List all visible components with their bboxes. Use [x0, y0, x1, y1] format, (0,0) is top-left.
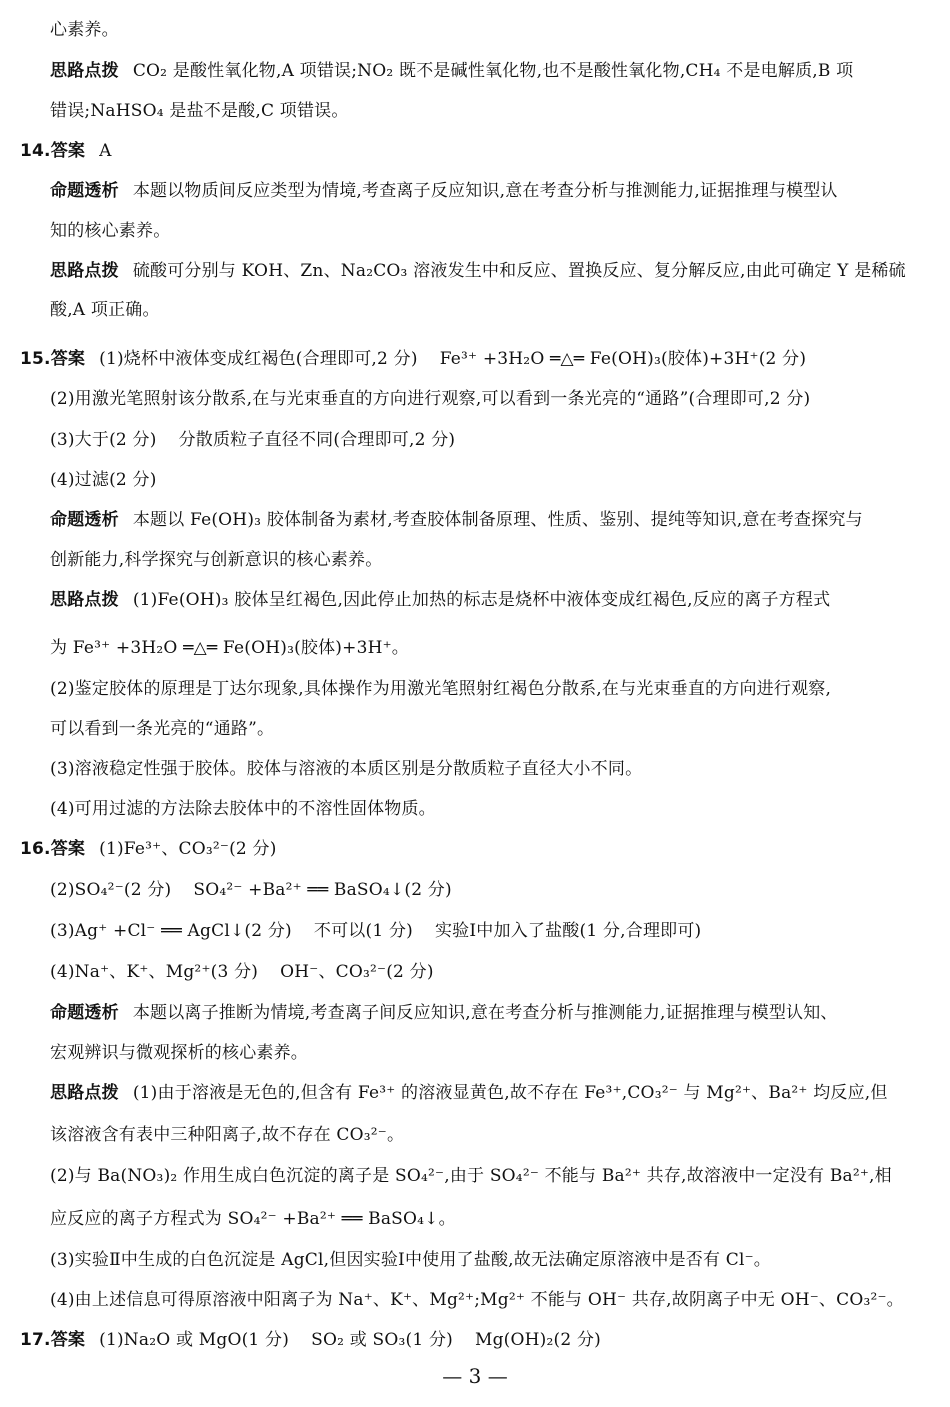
text-line: 错误;NaHSO₄ 是盐不是酸,C 项错误。 [50, 101, 349, 121]
text-line: 创新能力,科学探究与创新意识的核心素养。 [50, 550, 383, 570]
text-line: 宏观辨识与微观探析的核心素养。 [50, 1043, 308, 1063]
text-line: 思路点拨 硫酸可分别与 KOH、Zn、Na₂CO₃ 溶液发生中和反应、置换反应、复分解反应,由此可确定 Y 是稀硫 [50, 261, 906, 281]
text-line: (2)鉴定胶体的原理是丁达尔现象,具体操作为用激光笔照射红褐色分散系,在与光束垂直的方向进行观察, [50, 679, 832, 699]
text-line: 15.答案 (1)烧杯中液体变成红褐色(合理即可,2 分) Fe³⁺ +3H₂O ═△═ Fe(OH)₃(胶体)+3H⁺(2 分) [20, 349, 807, 369]
text-line: (2)SO₄²⁻(2 分) SO₄²⁻ +Ba²⁺ ══ BaSO₄↓(2 分) [50, 880, 452, 900]
text-line: (2)与 Ba(NO₃)₂ 作用生成白色沉淀的离子是 SO₄²⁻,由于 SO₄²⁻ 不能与 Ba²⁺ 共存,故溶液中一定没有 Ba²⁺,相 [50, 1166, 892, 1186]
label-silu: 思路点拨 [50, 261, 119, 281]
text-line: 思路点拨 CO₂ 是酸性氧化物,A 项错误;NO₂ 既不是碱性氧化物,也不是酸性氧化物,CH₄ 不是电解质,B 项 [50, 61, 854, 81]
question-number: 16. [20, 839, 51, 859]
question-number: 15. [20, 349, 51, 369]
text-line: 应反应的离子方程式为 SO₄²⁻ +Ba²⁺ ══ BaSO₄↓。 [50, 1209, 456, 1229]
label-daan: 答案 [50, 349, 86, 369]
text-line: 该溶液含有表中三种阳离子,故不存在 CO₃²⁻。 [50, 1125, 405, 1145]
text-line: (4)过滤(2 分) [50, 470, 157, 490]
text-line: (4)Na⁺、K⁺、Mg²⁺(3 分) OH⁻、CO₃²⁻(2 分) [50, 962, 434, 982]
text-line: 知的核心素养。 [50, 221, 171, 241]
text-line: 思路点拨 (1)由于溶液是无色的,但含有 Fe³⁺ 的溶液显黄色,故不存在 Fe³⁺,CO₃²⁻ 与 Mg²⁺、Ba²⁺ 均反应,但 [50, 1083, 888, 1103]
text-line: (3)Ag⁺ +Cl⁻ ══ AgCl↓(2 分) 不可以(1 分) 实验Ⅰ中加入了盐酸(1 分,合理即可) [50, 921, 702, 941]
label-silu: 思路点拨 [50, 61, 119, 81]
question-number: 17. [20, 1330, 51, 1350]
label-daan: 答案 [50, 141, 86, 161]
text-line: 可以看到一条光亮的“通路”。 [50, 719, 275, 739]
label-mingti: 命题透析 [50, 1003, 119, 1023]
label-silu: 思路点拨 [50, 590, 119, 610]
text-line: 为 Fe³⁺ +3H₂O ═△═ Fe(OH)₃(胶体)+3H⁺。 [50, 638, 410, 658]
page-number: — 3 — [442, 1364, 508, 1388]
text-line: (2)用激光笔照射该分散系,在与光束垂直的方向进行观察,可以看到一条光亮的“通路”(合理即可,2 分) [50, 389, 811, 409]
question-number: 14. [20, 141, 51, 161]
text-line: 命题透析 本题以物质间反应类型为情境,考查离子反应知识,意在考查分析与推测能力,证据推理与模型认 [50, 181, 838, 201]
label-silu: 思路点拨 [50, 1083, 119, 1103]
text-line: (3)实验Ⅱ中生成的白色沉淀是 AgCl,但因实验Ⅰ中使用了盐酸,故无法确定原溶液中是否有 Cl⁻。 [50, 1250, 771, 1270]
text-line: 心素养。 [50, 20, 119, 40]
text-line: (3)溶液稳定性强于胶体。胶体与溶液的本质区别是分散质粒子直径大小不同。 [50, 759, 643, 779]
text-line: (4)可用过滤的方法除去胶体中的不溶性固体物质。 [50, 799, 436, 819]
text-line: 命题透析 本题以离子推断为情境,考查离子间反应知识,意在考查分析与推测能力,证据推理与模型认知、 [50, 1003, 838, 1023]
label-mingti: 命题透析 [50, 181, 119, 201]
text-line: 命题透析 本题以 Fe(OH)₃ 胶体制备为素材,考查胶体制备原理、性质、鉴别、提纯等知识,意在考查探究与 [50, 510, 863, 530]
label-daan: 答案 [50, 839, 86, 859]
text-line: 17.答案 (1)Na₂O 或 MgO(1 分) SO₂ 或 SO₃(1 分) Mg(OH)₂(2 分) [20, 1330, 601, 1350]
text-line: (3)大于(2 分) 分散质粒子直径不同(合理即可,2 分) [50, 430, 456, 450]
text-line: (4)由上述信息可得原溶液中阳离子为 Na⁺、K⁺、Mg²⁺;Mg²⁺ 不能与 OH⁻ 共存,故阴离子中无 OH⁻、CO₃²⁻。 [50, 1290, 904, 1310]
text-line: 酸,A 项正确。 [50, 300, 160, 320]
text-line: 16.答案 (1)Fe³⁺、CO₃²⁻(2 分) [20, 839, 277, 859]
label-mingti: 命题透析 [50, 510, 119, 530]
text-line: 思路点拨 (1)Fe(OH)₃ 胶体呈红褐色,因此停止加热的标志是烧杯中液体变成红褐色,反应的离子方程式 [50, 590, 831, 610]
text-line: 14.答案 A [20, 141, 112, 161]
label-daan: 答案 [50, 1330, 86, 1350]
